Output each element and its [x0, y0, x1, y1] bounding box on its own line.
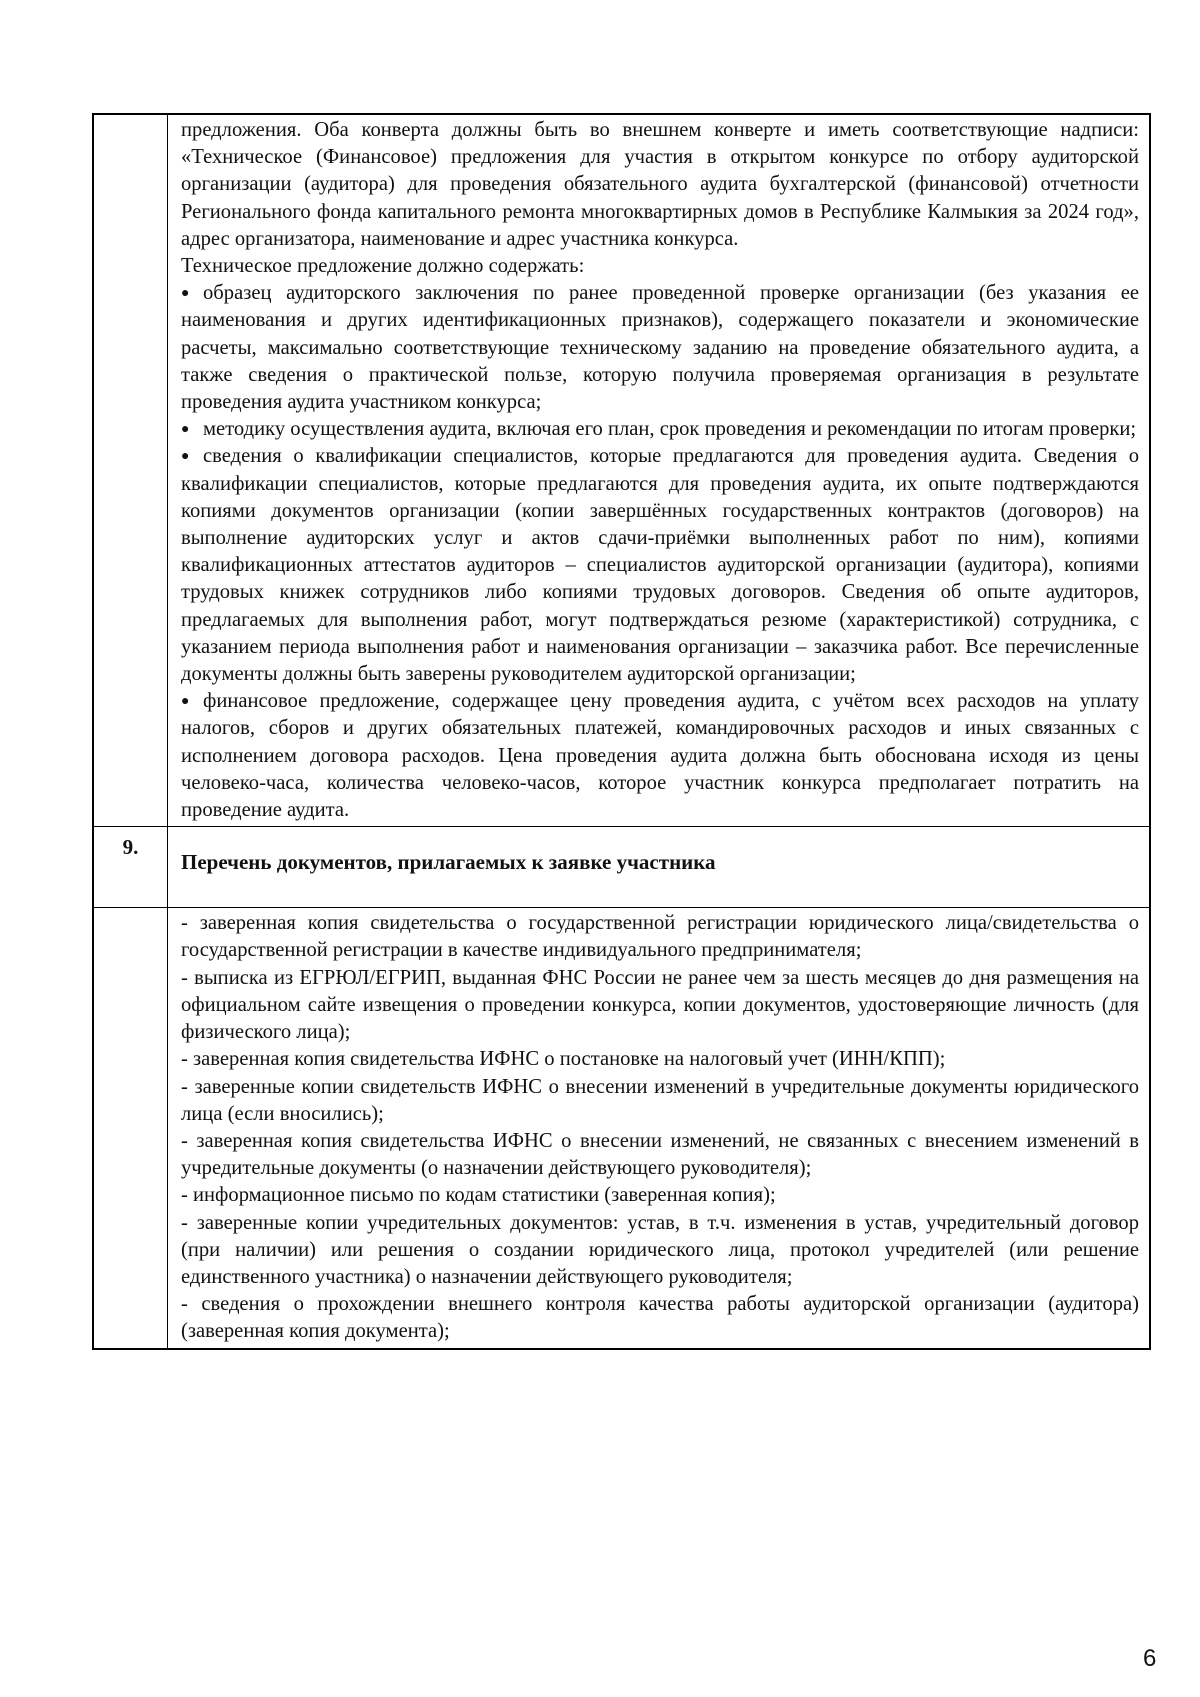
list-item: - заверенная копия свидетельства о государственной регистрации юридического лица/свидетельства о государственной регистрации в качестве индивидуального предпринимателя;	[181, 912, 1139, 962]
list-item: - сведения о прохождении внешнего контроля качества работы аудиторской организации (аудитора) (заверенная копия документа);	[181, 1293, 1139, 1343]
list-item: - выписка из ЕГРЮЛ/ЕГРИП, выданная ФНС России не ранее чем за шесть месяцев до дня размещения на официальном сайте извещения о проведении конкурса, копии документов, удостоверяющие личность (для физического лица);	[181, 966, 1139, 1044]
row-number-cell	[94, 115, 168, 826]
table-row-section-9-items	[94, 907, 1149, 1347]
list-item-bullet-3	[181, 443, 1139, 688]
bullet-text: финансовое предложение, содержащее цену проведения аудита, с учётом всех расходов на уплату налогов, сборов и других обязательных платежей, командировочных расходов и иных связанных с исполнением договора расходов. Цена проведения аудита должна быть обоснована исходя из цены человеко-часа, количества человеко-часов, которое участник конкурса предполагает потратить на проведение аудита.	[181, 690, 1139, 822]
envelope-paragraph: предложения. Оба конверта должны быть во внешнем конверте и иметь соответствующие надписи: «Техническое (Финансовое) предложения для участия в открытом конкурсе по отбору аудиторской организации (аудитора) для проведения обязательного аудита бухгалтерской (финансовой) отчетности Регионального фонда капитального ремонта многоквартирных домов в Республике Калмыкия за 2024 год», адрес организатора, наименование и адрес участника конкурса.	[181, 119, 1139, 250]
bullet-text: методику осуществления аудита, включая его план, срок проведения и рекомендации по итогам проверки;	[203, 418, 1137, 441]
list-item: - информационное письмо по кодам статистики (заверенная копия);	[181, 1184, 776, 1207]
bullet-icon: ●	[181, 286, 190, 302]
section-title: Перечень документов, прилагаемых к заявке участника	[181, 850, 716, 875]
section-number: 9.	[94, 827, 168, 907]
list-item: - заверенная копия свидетельства ИФНС о постановке на налоговый учет (ИНН/КПП);	[181, 1048, 946, 1071]
table-row-section-8-continuation	[94, 115, 1149, 826]
bullet-icon: ●	[181, 449, 190, 465]
list-item-bullet-4	[181, 688, 1139, 824]
list-item-bullet-1	[181, 280, 1139, 416]
bullet-text: образец аудиторского заключения по ранее проведенной проверке организации (без указания ее наименования и других идентификационных признаков), содержащего показатели и экономические расчеты, максимально соответствующие техническому заданию на проведение обязательного аудита, а также сведения о практической пользе, которую получила проверяемая организация в результате проведения аудита участником конкурса;	[181, 282, 1139, 414]
bullet-icon: ●	[181, 422, 190, 438]
list-item: - заверенные копии учредительных документов: устав, в т.ч. изменения в устав, учредительный договор (при наличии) или решения о создании юридического лица, протокол учредителей (или решение единственного участника) о назначении действующего руководителя;	[181, 1211, 1139, 1288]
document-table	[92, 113, 1151, 1350]
list-item: - заверенная копия свидетельства ИФНС о внесении изменений, не связанных с внесением изменений в учредительные документы (о назначении действующего руководителя);	[181, 1129, 1139, 1180]
row-number-cell	[94, 908, 168, 1347]
tech-offer-heading: Техническое предложение должно содержать:	[181, 255, 585, 278]
page-number: 6	[1143, 1645, 1157, 1672]
bullet-text: сведения о квалификации специалистов, которые предлагаются для проведения аудита. Сведения о квалификации специалистов, которые предлагаются для проведения аудита, их опыте подтверждаются копиями документов организации (копии завершённых государственных контрактов (договоров) на выполнение аудиторских услуг и актов сдачи-приёмки выполненных работ по ним), копиями квалификационных аттестатов аудиторов – специалистов аудиторской организации (аудитора), копиями трудовых книжек сотрудников либо копиями трудовых договоров. Сведения об опыте аудиторов, предлагаемых для выполнения работ, могут подтверждаться резюме (характеристикой) сотрудника, с указанием периода выполнения работ и наименования организации – заказчика работ. Все перечисленные документы должны быть заверены руководителем аудиторской организации;	[181, 445, 1139, 686]
section-8-text-cell	[168, 115, 1149, 826]
list-item: - заверенные копии свидетельств ИФНС о внесении изменений в учредительные документы юридического лица (если вносились);	[181, 1075, 1139, 1125]
list-item-bullet-2	[181, 416, 1139, 443]
table-row-section-9-heading	[94, 826, 1149, 907]
section-9-text-cell	[168, 908, 1149, 1347]
bullet-icon: ●	[181, 694, 190, 710]
